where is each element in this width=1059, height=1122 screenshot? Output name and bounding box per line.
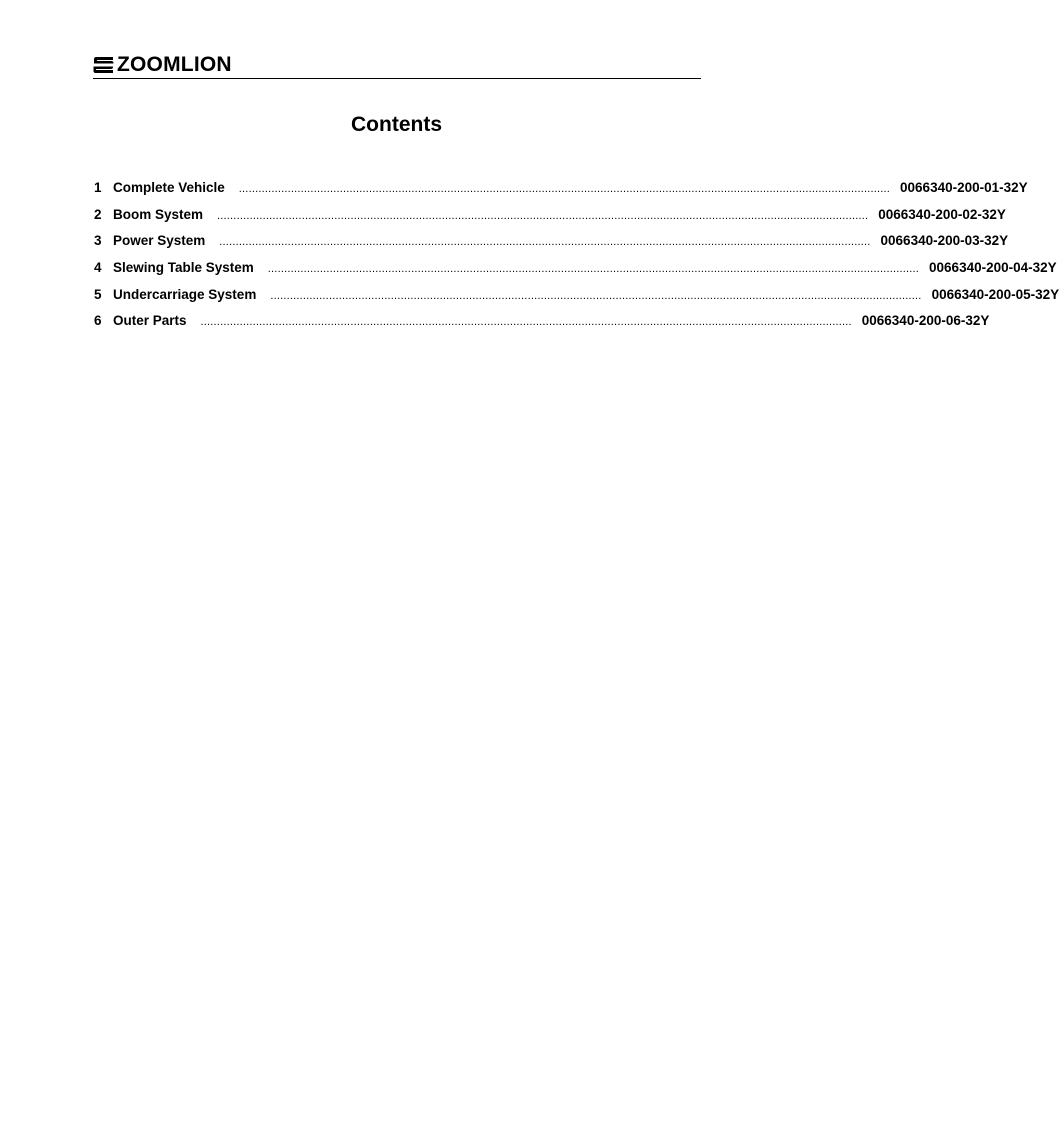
table-of-contents xyxy=(94,178,1059,338)
toc-dot-leader: ........................................................................................................................................................................................................ xyxy=(200,316,852,329)
toc-dot-leader: ........................................................................................................................................................................................................ xyxy=(270,289,922,302)
toc-entry[interactable] xyxy=(94,285,1059,312)
toc-entry-number: 4 xyxy=(94,260,102,276)
brand-logo xyxy=(93,54,232,76)
page-header xyxy=(93,52,701,79)
toc-entry-code: 0066340-200-02-32Y xyxy=(878,206,1006,222)
toc-entry-title: Complete Vehicle xyxy=(113,180,225,195)
brand-wordmark: ZOOMLION xyxy=(117,53,232,76)
toc-entry-number: 5 xyxy=(94,286,102,302)
toc-entry[interactable] xyxy=(94,311,990,338)
toc-entry-number: 2 xyxy=(94,206,102,222)
toc-entry[interactable] xyxy=(94,178,1028,205)
toc-entry[interactable] xyxy=(94,258,1057,285)
toc-entry[interactable] xyxy=(94,231,1009,258)
toc-entry-number: 1 xyxy=(94,180,102,195)
toc-entry-number: 6 xyxy=(94,313,102,329)
toc-dot-leader: ........................................................................................................................................................................................................ xyxy=(267,263,920,276)
toc-dot-leader: ........................................................................................................................................................................................................ xyxy=(238,183,891,195)
toc-entry-number: 3 xyxy=(94,233,102,249)
toc-entry-title: Boom System xyxy=(113,206,204,222)
toc-dot-leader: ........................................................................................................................................................................................................ xyxy=(217,209,869,222)
toc-entry[interactable] xyxy=(94,205,1006,232)
zoomlion-logo-icon xyxy=(93,56,114,74)
toc-entry-code: 0066340-200-03-32Y xyxy=(880,233,1009,249)
toc-entry-code: 0066340-200-04-32Y xyxy=(929,260,1057,276)
toc-entry-title: Power System xyxy=(113,233,206,249)
toc-entry-title: Undercarriage System xyxy=(113,286,257,302)
toc-entry-code: 0066340-200-01-32Y xyxy=(900,180,1028,195)
toc-dot-leader: ........................................................................................................................................................................................................ xyxy=(219,236,871,249)
toc-entry-title: Outer Parts xyxy=(113,313,187,329)
toc-entry-code: 0066340-200-05-32Y xyxy=(931,286,1059,302)
toc-entry-title: Slewing Table System xyxy=(113,260,254,276)
toc-entry-code: 0066340-200-06-32Y xyxy=(861,313,990,329)
page-title: Contents xyxy=(351,113,442,136)
